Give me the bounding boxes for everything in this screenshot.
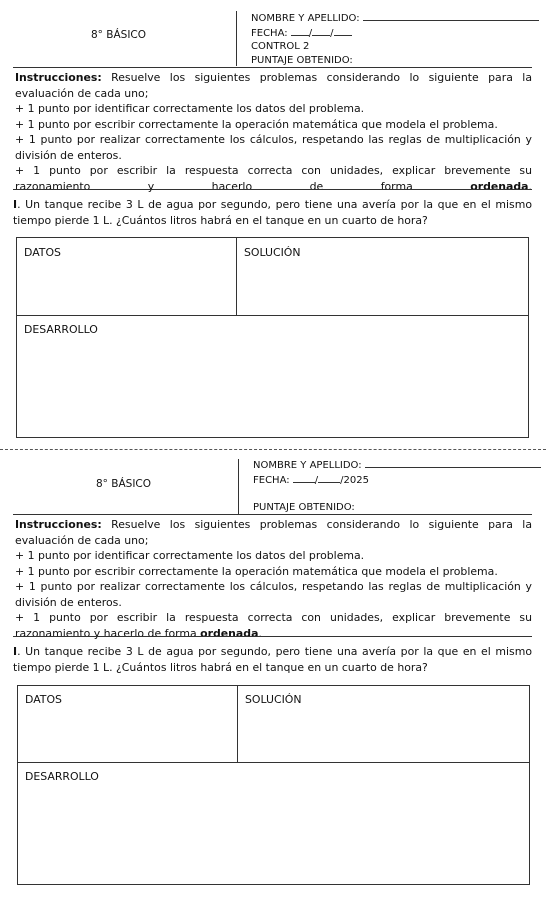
criterion-4: + 1 punto por escribir la respuesta correcta con unidades, explicar brevemente su razonamiento y hacerlo de forma ordenada. [15, 164, 532, 193]
instructions-rule [13, 636, 532, 637]
instructions-intro: Instrucciones: Resuelve los siguientes problemas considerando lo siguiente para la evaluación de cada uno; [15, 71, 532, 100]
header-fields [253, 458, 541, 514]
header-rule [13, 67, 532, 68]
problem-statement: I. Un tanque recibe 3 L de agua por segundo, pero tiene una avería por la que en el mismo tiempo pierde 1 L. ¿Cuántos litros habrá en el tanque en un cuarto de hora? [13, 198, 532, 227]
instructions-rule [13, 189, 532, 190]
grade-label: 8° BÁSICO [91, 29, 147, 41]
date-day-blank[interactable] [291, 26, 309, 36]
criterion-3: + 1 punto por realizar correctamente los cálculos, respetando las reglas de multiplicación y división de enteros. [15, 133, 532, 162]
answer-grid [17, 685, 530, 885]
date-month-blank[interactable] [318, 473, 340, 483]
solucion-label: SOLUCIÓN [244, 246, 301, 259]
name-field[interactable]: NOMBRE Y APELLIDO: [253, 458, 541, 473]
solucion-label: SOLUCIÓN [245, 693, 302, 706]
desarrollo-label: DESARROLLO [24, 323, 98, 336]
instructions [15, 517, 532, 641]
criterion-1: + 1 punto por identificar correctamente los datos del problema. [15, 549, 365, 562]
worksheet-bottom [0, 450, 546, 900]
date-field[interactable]: FECHA: / /2025 [253, 474, 369, 486]
answer-grid [16, 237, 529, 438]
problem-statement: I. Un tanque recibe 3 L de agua por segundo, pero tiene una avería por la que en el mismo tiempo pierde 1 L. ¿Cuántos litros habrá en el tanque en un cuarto de hora? [13, 645, 532, 674]
control-title: CONTROL 2 [251, 41, 310, 52]
date-year-blank[interactable] [334, 26, 352, 36]
score-label: PUNTAJE OBTENIDO: [253, 501, 355, 513]
name-blank[interactable] [365, 458, 541, 468]
instructions [15, 70, 532, 194]
header-divider [236, 11, 237, 66]
grid-rule [17, 762, 530, 763]
score-label: PUNTAJE OBTENIDO: [251, 54, 353, 66]
header-rule [13, 514, 532, 515]
grid-divider [236, 237, 237, 316]
date-day-blank[interactable] [293, 473, 315, 483]
datos-label: DATOS [24, 246, 61, 259]
date-field[interactable]: FECHA: / / [251, 26, 539, 41]
date-month-blank[interactable] [312, 26, 330, 36]
datos-label: DATOS [25, 693, 62, 706]
header-fields [251, 11, 539, 67]
criterion-3: + 1 punto por realizar correctamente los cálculos, respetando las reglas de multiplicación y división de enteros. [15, 580, 532, 609]
grid-divider [237, 685, 238, 763]
criterion-1: + 1 punto por identificar correctamente los datos del problema. [15, 102, 365, 115]
criterion-2: + 1 punto por escribir correctamente la operación matemática que modela el problema. [15, 564, 498, 578]
desarrollo-label: DESARROLLO [25, 770, 99, 783]
grade-label: 8° BÁSICO [96, 478, 152, 490]
grid-rule [16, 315, 529, 316]
criterion-2: + 1 punto por escribir correctamente la operación matemática que modela el problema. [15, 117, 498, 131]
name-blank[interactable] [363, 11, 539, 21]
header-divider [238, 459, 239, 515]
name-field[interactable]: NOMBRE Y APELLIDO: [251, 11, 539, 26]
criterion-4: + 1 punto por escribir la respuesta correcta con unidades, explicar brevemente su razonamiento y hacerlo de forma ordenada. [15, 611, 532, 640]
instructions-intro: Instrucciones: Resuelve los siguientes problemas considerando lo siguiente para la evaluación de cada uno; [15, 518, 532, 547]
